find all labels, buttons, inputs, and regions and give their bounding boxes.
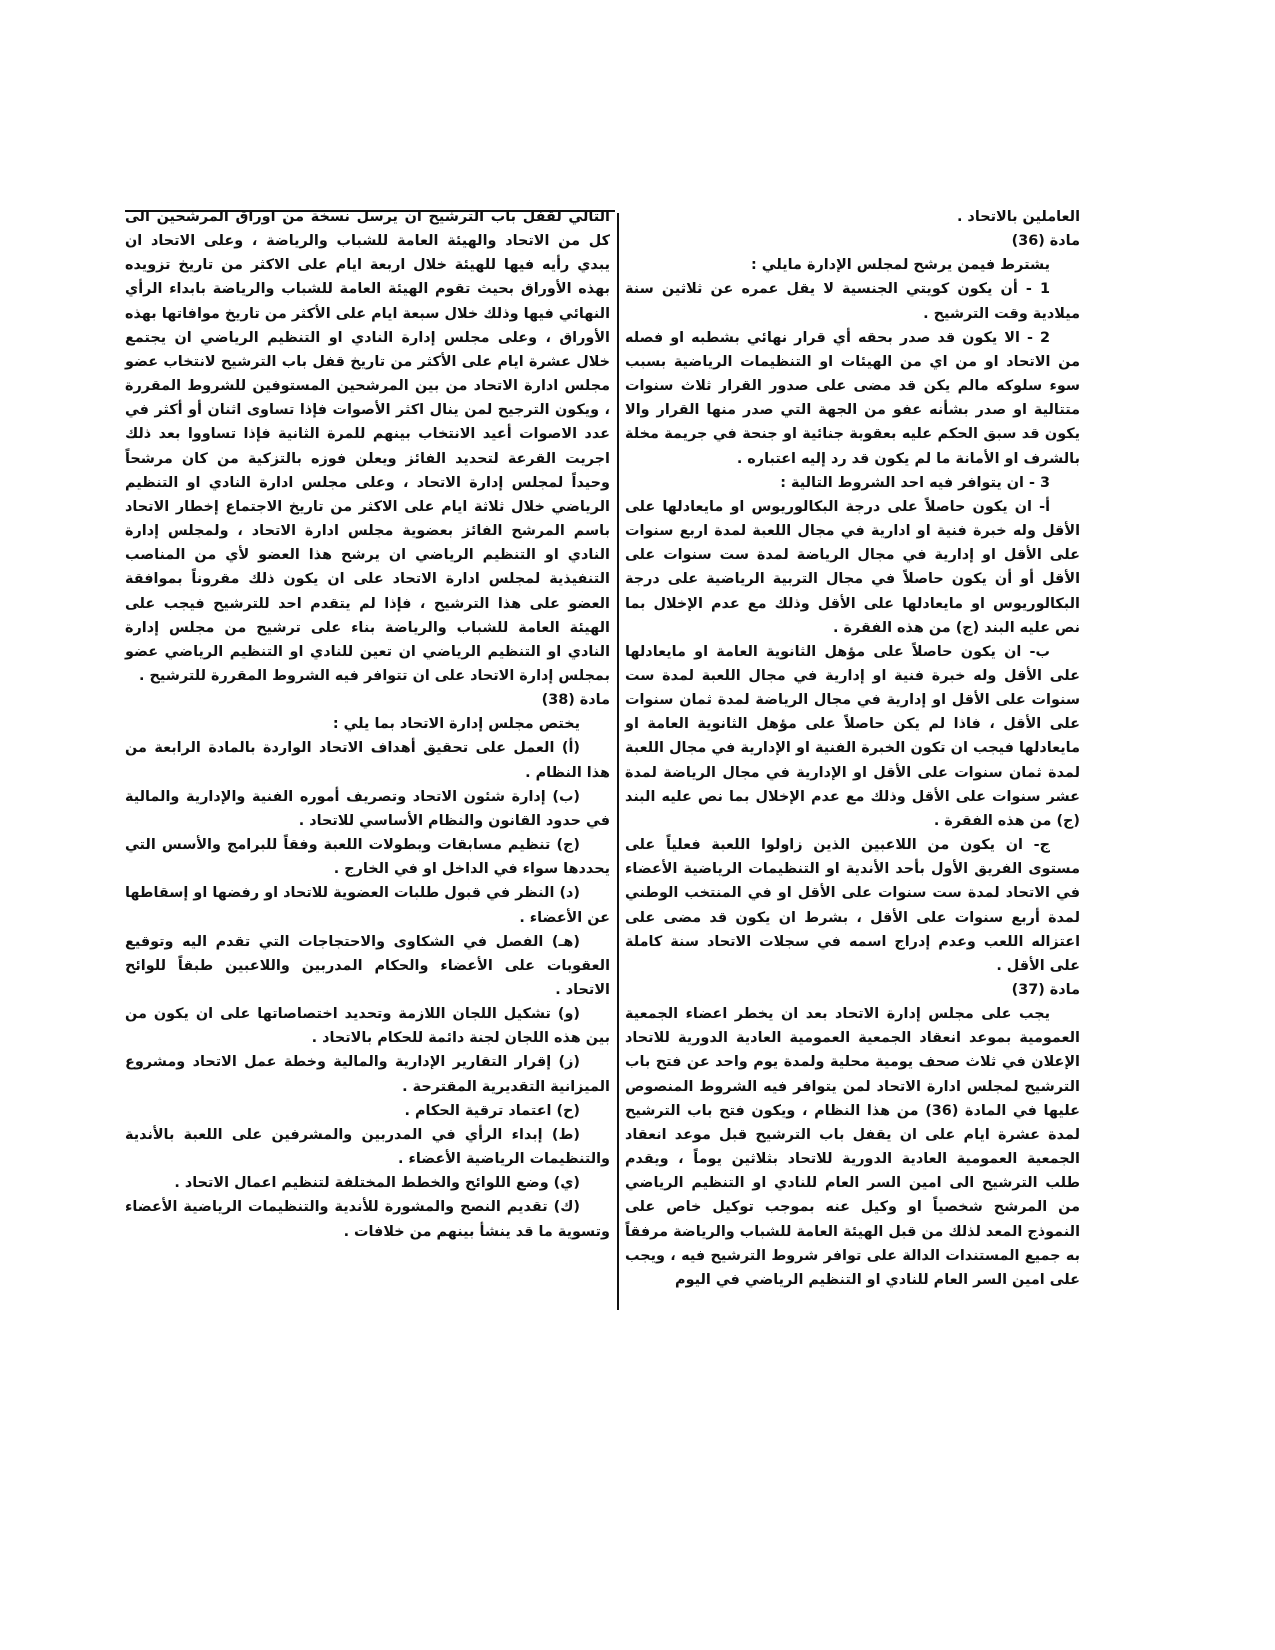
item-f: (و) تشكيل اللجان اللازمة وتحديد اختصاصاتها على ان يكون من بين هذه اللجان لجنة دائمة للحكام بالاتحاد .	[125, 1006, 610, 1047]
paragraph: يجب على مجلس إدارة الاتحاد بعد ان يخطر اعضاء الجمعية العمومية بموعد انعقاد الجمعية العمومية العادية الدورية للاتحاد الإعلان في ثلاث صحف يومية محلية ولمدة يوم واحد عن فتح باب الترشيح لمجلس ادارة الاتحاد لمن يتوافر فيه الشروط المنصوص عليها في المادة (36) من هذا النظام ، ويكون فتح باب الترشيح لمدة عشرة ايام على ان يقفل باب الترشيح قبل موعد انعقاد الجمعية العمومية العادية الدورية للاتحاد بثلاثين يوماً ، ويقدم طلب الترشيح الى امين السر العام للنادي او التنظيم الرياضي من المرشح شخصياً او وكيل عنه بموجب توكيل خاص على النموذج المعد لذلك من قبل الهيئة العامة للشباب والرياضة مرفقاً به جميع المستندات الدالة على توافر شروط الترشيح فيه ، ويجب على امين السر العام للنادي او التنظيم الرياضي في اليوم	[625, 1006, 1080, 1288]
article-heading-36: مادة (36)	[1011, 233, 1080, 250]
left-column	[125, 205, 610, 1244]
item-h: (ح) اعتماد ترقية الحكام .	[404, 1102, 580, 1119]
clause-3c: ج- ان يكون من اللاعبين الذين زاولوا اللعبة فعلياً على مستوى الفريق الأول بأحد الأندية او التنظيمات الرياضية الأعضاء في الاتحاد لمدة ست سنوات على الأقل او في المنتخب الوطني لمدة أربع سنوات على الأقل ، بشرط ان يكون قد مضى على اعتزاله اللعب وعدم إدراج اسمه في سجلات الاتحاد سنة كاملة على الأقل .	[625, 837, 1080, 974]
clause-2: 2 - الا يكون قد صدر بحقه أي قرار نهائي بشطبه او فصله من الاتحاد او من اي من الهيئات او التنظيمات الرياضية بسبب سوء سلوكه مالم يكن قد مضى على صدور القرار ثلاث سنوات متتالية او صدر بشأنه عفو من الجهة التي صدر منها القرار والا يكون قد سبق الحكم عليه بعقوبة جنائية او جنحة في جريمة مخلة بالشرف او الأمانة ما لم يكون قد رد إليه اعتباره .	[625, 329, 1080, 467]
clause-3: 3 - ان يتوافر فيه احد الشروط التالية :	[780, 474, 1050, 491]
item-k: (ك) تقديم النصح والمشورة للأندية والتنظيمات الرياضية الأعضاء وتسوية ما قد ينشأ بينهم من خلافات .	[125, 1199, 610, 1240]
item-j: (ي) وضع اللوائح والخطط المختلفة لتنظيم اعمال الاتحاد .	[174, 1175, 580, 1192]
article-heading-37: مادة (37)	[1011, 982, 1080, 998]
item-d: (د) النظر في قبول طلبات العضوية للاتحاد او رفضها او إسقاطها عن الأعضاء .	[125, 885, 610, 926]
clause-3b: ب- ان يكون حاصلاً على مؤهل الثانوية العامة او مايعادلها على الأقل وله خبرة فنية او إدارية في مجال اللعبة لمدة ست سنوات على الأقل او إدارية في مجال الرياضة لمدة ثمان سنوات على الأقل ، فاذا لم يكن حاصلاً على مؤهل الثانوية العامة او مايعادلها فيجب ان تكون الخبرة الفنية او الإدارية في مجال اللعبة لمدة ثمان سنوات على الأقل او الإدارية في مجال الرياضة لمدة عشر سنوات على الأقل وذلك مع عدم الإخلال بما نص عليه البند (ج) من هذه الفقرة .	[625, 643, 1080, 829]
item-e: (هـ) الفصل في الشكاوى والاحتجاجات التي تقدم اليه وتوقيع العقوبات على الأعضاء والحكام المدربين واللاعبين طبقاً للوائح الاتحاد .	[125, 933, 610, 998]
right-column	[625, 205, 1080, 1292]
item-c: (ج) تنظيم مسابقات وبطولات اللعبة وفقاً للبرامج والأسس التي يحددها سواء في الداخل او في الخارج .	[125, 837, 610, 878]
item-a: (أ) العمل على تحقيق أهداف الاتحاد الواردة بالمادة الرابعة من هذا النظام .	[125, 740, 610, 781]
article-heading-38: مادة (38)	[541, 692, 610, 709]
column-divider	[617, 213, 619, 1310]
item-g: (ز) إقرار التقارير الإدارية والمالية وخطة عمل الاتحاد ومشروع الميزانية التقديرية المقترحة .	[125, 1054, 610, 1095]
paragraph: العاملين بالاتحاد .	[956, 209, 1080, 225]
paragraph: التالي لقفل باب الترشيح ان يرسل نسخة من اوراق المرشحين الى كل من الاتحاد والهيئة العامة للشباب والرياضة ، وعلى الاتحاد ان يبدي رأيه فيها للهيئة خلال اربعة ايام على الاكثر من تاريخ تزويده بهذه الأوراق بحيث تقوم الهيئة العامة للشباب والرياضة بابداء الرأي النهائي فيها وذلك خلال سبعة ايام على الأكثر من تاريخ موافاتها بهذه الأوراق ، وعلى مجلس إدارة النادي او التنظيم الرياضي ان يجتمع خلال عشرة ايام على الأكثر من تاريخ قفل باب الترشيح لانتخاب عضو مجلس ادارة الاتحاد من بين المرشحين المستوفين للشروط المقررة ، ويكون الترجيح لمن ينال اكثر الأصوات فإذا تساوى اثنان أو أكثر في عدد الاصوات أعيد الانتخاب بينهم للمرة الثانية فإذا تساووا بعد ذلك اجريت القرعة لتحديد الفائز ويعلن فوزه بالتزكية من كان مرشحاً وحيداً لمجلس إدارة الاتحاد ، وعلى مجلس ادارة النادي او التنظيم الرياضي خلال ثلاثة ايام على الاكثر من تاريخ الاجتماع إخطار الاتحاد باسم المرشح الفائز بعضوية مجلس ادارة الاتحاد ، ولمجلس إدارة النادي او التنظيم الرياضي ان يرشح هذا العضو لأي من المناصب التنفيذية لمجلس ادارة الاتحاد على ان يكون ذلك مقروناً بموافقة العضو على هذا الترشيح ، فإذا لم يتقدم احد للترشيح فيجب على الهيئة العامة للشباب والرياضة بناء على ترشيح من مجلس إدارة النادي او التنظيم الرياضي ان تعين للنادي او التنظيم الرياضي عضو بمجلس إدارة الاتحاد على ان تتوافر فيه الشروط المقررة للترشيح .	[125, 209, 610, 684]
clause-3a: أ- ان يكون حاصلاً على درجة البكالوريوس او مايعادلها على الأقل وله خبرة فنية او ادارية في مجال اللعبة لمدة اربع سنوات على الأقل او إدارية في مجال الرياضة لمدة ست سنوات على الأقل أو أن يكون حاصلاً في مجال التربية الرياضية على درجة البكالوريوس او مايعادلها على الأقل وذلك مع عدم الإخلال بما نص عليه البند (ج) من هذه الفقرة .	[625, 498, 1080, 636]
clause-1: 1 - أن يكون كويتي الجنسية لا يقل عمره عن ثلاثين سنة ميلادية وقت الترشيح .	[625, 281, 1080, 322]
paragraph: يختص مجلس إدارة الاتحاد بما يلي :	[332, 716, 580, 733]
paragraph: يشترط فيمن يرشح لمجلس الإدارة مايلي :	[751, 257, 1050, 274]
item-b: (ب) إدارة شئون الاتحاد وتصريف أموره الفنية والإدارية والمالية في حدود القانون والنظام الأساسي للاتحاد .	[125, 788, 610, 829]
item-i: (ط) إبداء الرأي في المدربين والمشرفين على اللعبة بالأندية والتنظيمات الرياضية الأعضاء .	[125, 1126, 610, 1168]
